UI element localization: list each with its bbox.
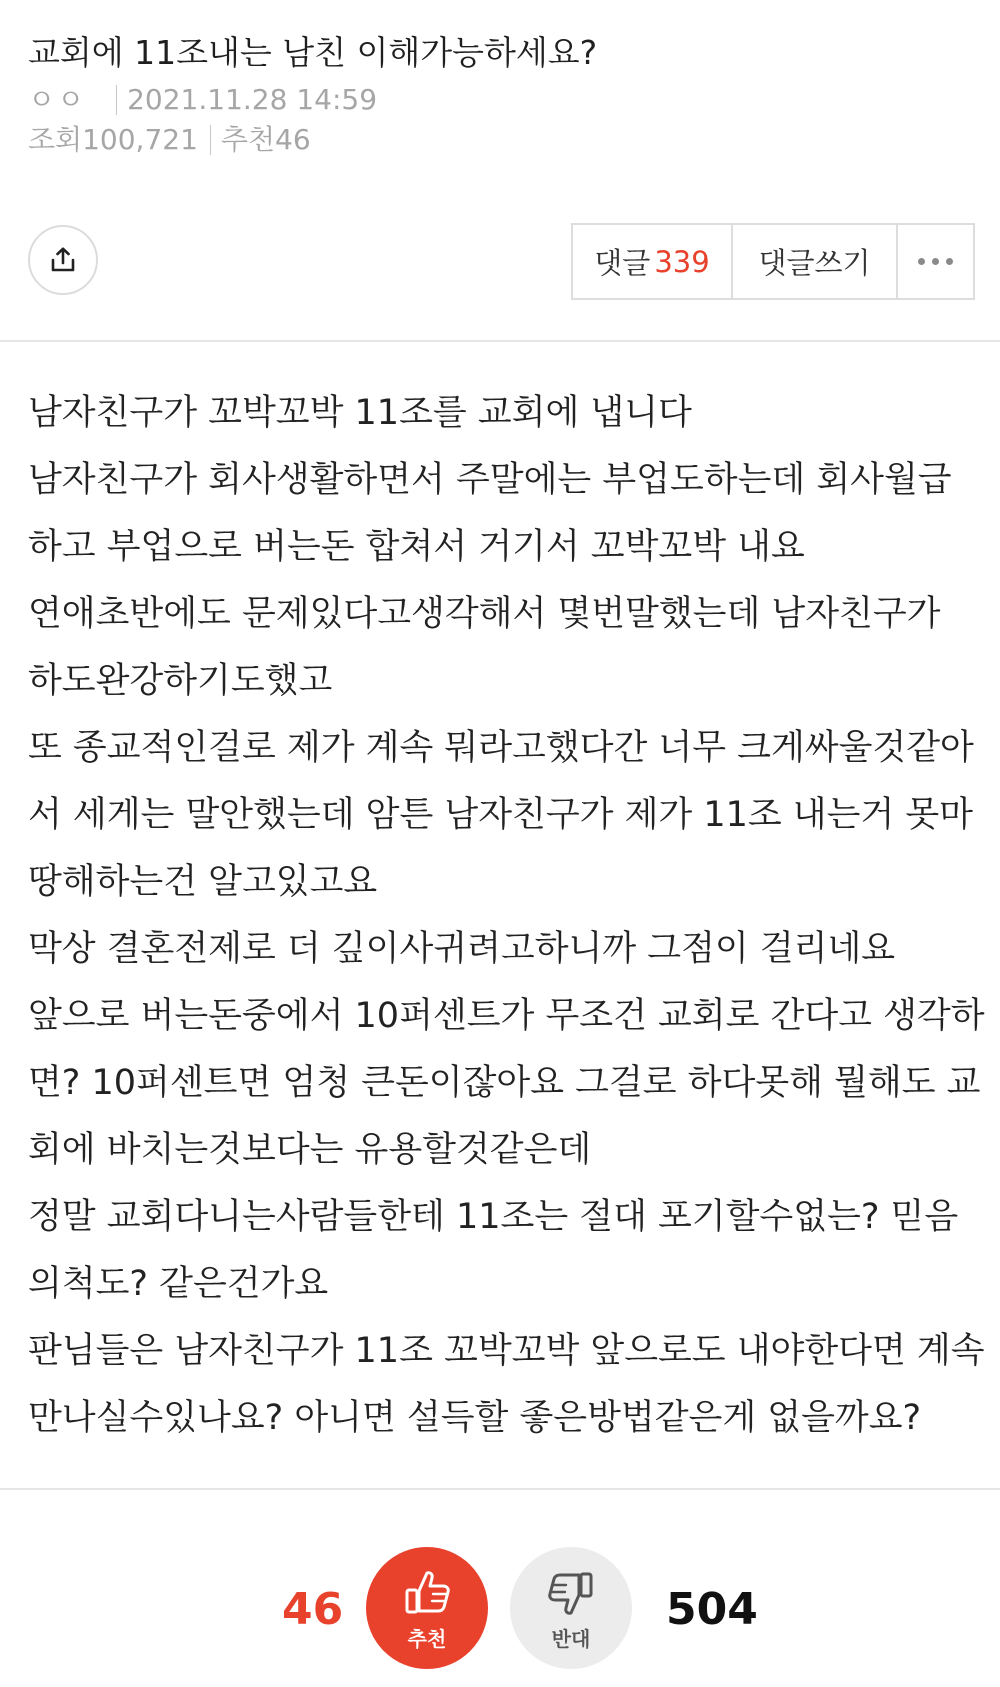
body-line: 연애초반에도 문제있다고생각해서 몇번말했는데 남자친구가 [28, 594, 941, 634]
downvote-button[interactable] [510, 1547, 632, 1669]
body-line: 땅해하는건 알고있고요 [28, 862, 378, 902]
body-line: 의척도? 같은건가요 [28, 1264, 329, 1304]
share-button[interactable] [28, 225, 98, 295]
post-author[interactable]: ㅇㅇ [28, 83, 87, 116]
post-body [28, 380, 983, 1452]
post-title: 교회에 11조내는 남친 이해가능하세요? [28, 33, 598, 72]
body-line: 남자친구가 꼬박꼬박 11조를 교회에 냅니다 [28, 393, 692, 433]
divider [0, 1488, 1000, 1490]
meta-separator [210, 125, 211, 155]
body-line: 만나실수있나요? 아니면 설득할 좋은방법같은게 없을까요? [28, 1398, 922, 1438]
body-line: 남자친구가 회사생활하면서 주말에는 부업도하는데 회사월급 [28, 460, 952, 500]
upvote-count: 46 [282, 1584, 344, 1635]
body-line: 또 종교적인걸로 제가 계속 뭐라고했다간 너무 크게싸울것같아 [28, 728, 974, 768]
thumbs-down-icon [543, 1565, 599, 1621]
post-datetime: 2021.11.28 14:59 [127, 83, 378, 116]
downvote-count: 504 [666, 1584, 758, 1635]
views-count: 100,721 [82, 123, 198, 156]
body-line: 막상 결혼전제로 더 깊이사귀려고하니까 그점이 걸리네요 [28, 929, 896, 969]
thumbs-up-icon [399, 1565, 455, 1621]
body-line: 앞으로 버는돈중에서 10퍼센트가 무조건 교회로 간다고 생각하 [28, 996, 985, 1036]
comment-count-button[interactable] [573, 225, 733, 298]
comment-label: 댓글 [594, 246, 651, 280]
post-meta-stats [28, 122, 311, 158]
body-line: 판님들은 남자친구가 11조 꼬박꼬박 앞으로도 내야한다면 계속 [28, 1331, 985, 1371]
divider [0, 340, 1000, 342]
post-action-group [571, 223, 975, 300]
body-line: 회에 바치는것보다는 유용할것같은데 [28, 1130, 592, 1170]
meta-separator [116, 85, 117, 115]
body-line: 하고 부업으로 버는돈 합쳐서 거기서 꼬박꼬박 내요 [28, 527, 805, 567]
body-line: 하도완강하기도했고 [28, 661, 333, 701]
body-line: 서 세게는 말안했는데 암튼 남자친구가 제가 11조 내는거 못마 [28, 795, 973, 835]
post-meta-author-date [28, 82, 377, 118]
likes-count: 46 [275, 123, 311, 156]
body-line: 정말 교회다니는사람들한테 11조는 절대 포기할수없는? 믿음 [28, 1197, 959, 1237]
likes-label: 추천 [220, 123, 276, 156]
views-label: 조회 [28, 123, 83, 156]
more-icon [918, 258, 953, 265]
upvote-button[interactable] [366, 1547, 488, 1669]
upvote-label: 추천 [407, 1626, 447, 1651]
share-icon [49, 246, 77, 274]
body-line: 면? 10퍼센트면 엄청 큰돈이잖아요 그걸로 하다못해 뭘해도 교 [28, 1063, 981, 1103]
comment-count: 339 [654, 244, 710, 279]
more-options-button[interactable] [898, 225, 973, 298]
downvote-label: 반대 [551, 1626, 591, 1651]
write-comment-button[interactable]: 댓글쓰기 [733, 225, 898, 298]
